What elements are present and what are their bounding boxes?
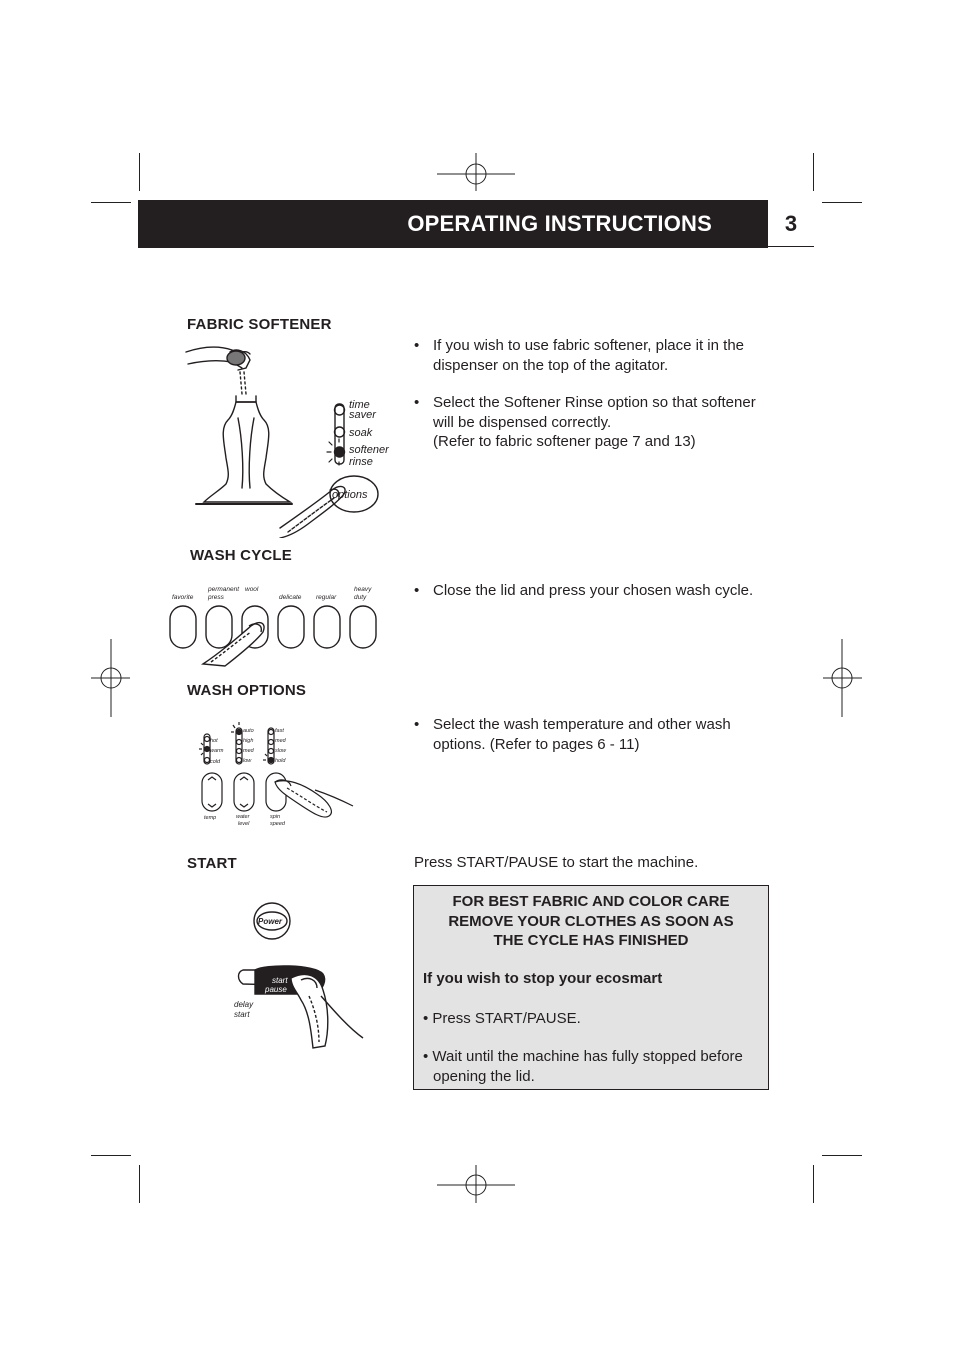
label-temp: temp: [204, 815, 217, 821]
care-subheading: If you wish to stop your ecosmart: [423, 970, 663, 987]
fabric-softener-illustration: [180, 338, 395, 538]
label-soak: soak: [349, 427, 373, 439]
delay-label: delay: [234, 1000, 254, 1009]
care-heading: FOR BEST FABRIC AND COLOR CARE REMOVE YOUR CLOTHES AS SOON AS THE CYCLE HAS FINISHED: [448, 893, 734, 949]
page-title: OPERATING INSTRUCTIONS: [407, 211, 712, 236]
label-speed: speed: [270, 821, 285, 827]
label-level: level: [238, 821, 250, 827]
label-high: high: [243, 738, 254, 744]
label-favorite: favorite: [172, 594, 194, 601]
wash-options-illustration: [195, 720, 360, 832]
start-illustration: [225, 900, 375, 1050]
label-rinse: rinse: [349, 456, 373, 468]
label-saver: saver: [349, 409, 376, 421]
list-item: • Select the wash temperature and other wash options. (Refer to pages 6 - 11): [414, 715, 774, 754]
label-med-spin: med: [275, 738, 286, 744]
wash-options-bullets: [414, 715, 774, 772]
label-regular: regular: [316, 594, 337, 601]
label-wool: wool: [245, 586, 259, 593]
header-bar: [138, 200, 814, 248]
label-spin: spin: [270, 814, 281, 820]
label-warm: warm: [210, 748, 224, 754]
label-options: options: [332, 489, 368, 501]
header-background: [138, 200, 768, 248]
label-slow: slow: [275, 748, 287, 754]
label-fast: fast: [275, 728, 284, 734]
care-step-2: • Wait until the machine has fully stopped before opening the lid.: [423, 1048, 743, 1085]
list-item: • Select the Softener Rinse option so that softener will be dispensed correctly. (Refer to fabric softener page 7 and 13): [414, 393, 774, 452]
delay-start-label: start: [234, 1010, 250, 1019]
wash-cycle-bullets: [414, 581, 774, 619]
power-label: Power: [258, 917, 283, 926]
pause-label: pause: [265, 985, 287, 994]
label-cold: cold: [210, 759, 221, 765]
label-softener: softener: [349, 444, 389, 456]
label-auto: auto: [243, 728, 254, 734]
label-delicate: delicate: [279, 594, 302, 601]
label-hold: hold: [275, 758, 286, 764]
label-time: time: [349, 399, 370, 411]
label-press: press: [208, 594, 224, 601]
label-duty: duty: [354, 594, 367, 601]
start-heading: START: [187, 855, 237, 872]
wash-cycle-heading: WASH CYCLE: [190, 547, 293, 564]
start-label: start: [272, 976, 288, 985]
wash-cycle-illustration: [165, 582, 385, 670]
fabric-softener-bullets: [414, 336, 774, 470]
label-permanent: permanent: [208, 586, 240, 593]
wash-options-heading: WASH OPTIONS: [187, 682, 307, 699]
label-hot: hot: [210, 738, 218, 744]
start-instruction: Press START/PAUSE to start the machine.: [414, 854, 699, 871]
list-item: • Close the lid and press your chosen wash cycle.: [414, 581, 774, 601]
care-note-box: [413, 885, 769, 1090]
label-med: med: [243, 748, 254, 754]
list-item: • If you wish to use fabric softener, place it in the dispenser on the top of the agitator.: [414, 336, 774, 375]
care-step-1: • Press START/PAUSE.: [423, 1010, 581, 1027]
label-water: water: [236, 814, 250, 820]
fabric-softener-heading: FABRIC SOFTENER: [187, 316, 332, 333]
label-low: low: [243, 758, 252, 764]
label-heavy: heavy: [354, 586, 372, 593]
page-number: 3: [768, 200, 814, 247]
